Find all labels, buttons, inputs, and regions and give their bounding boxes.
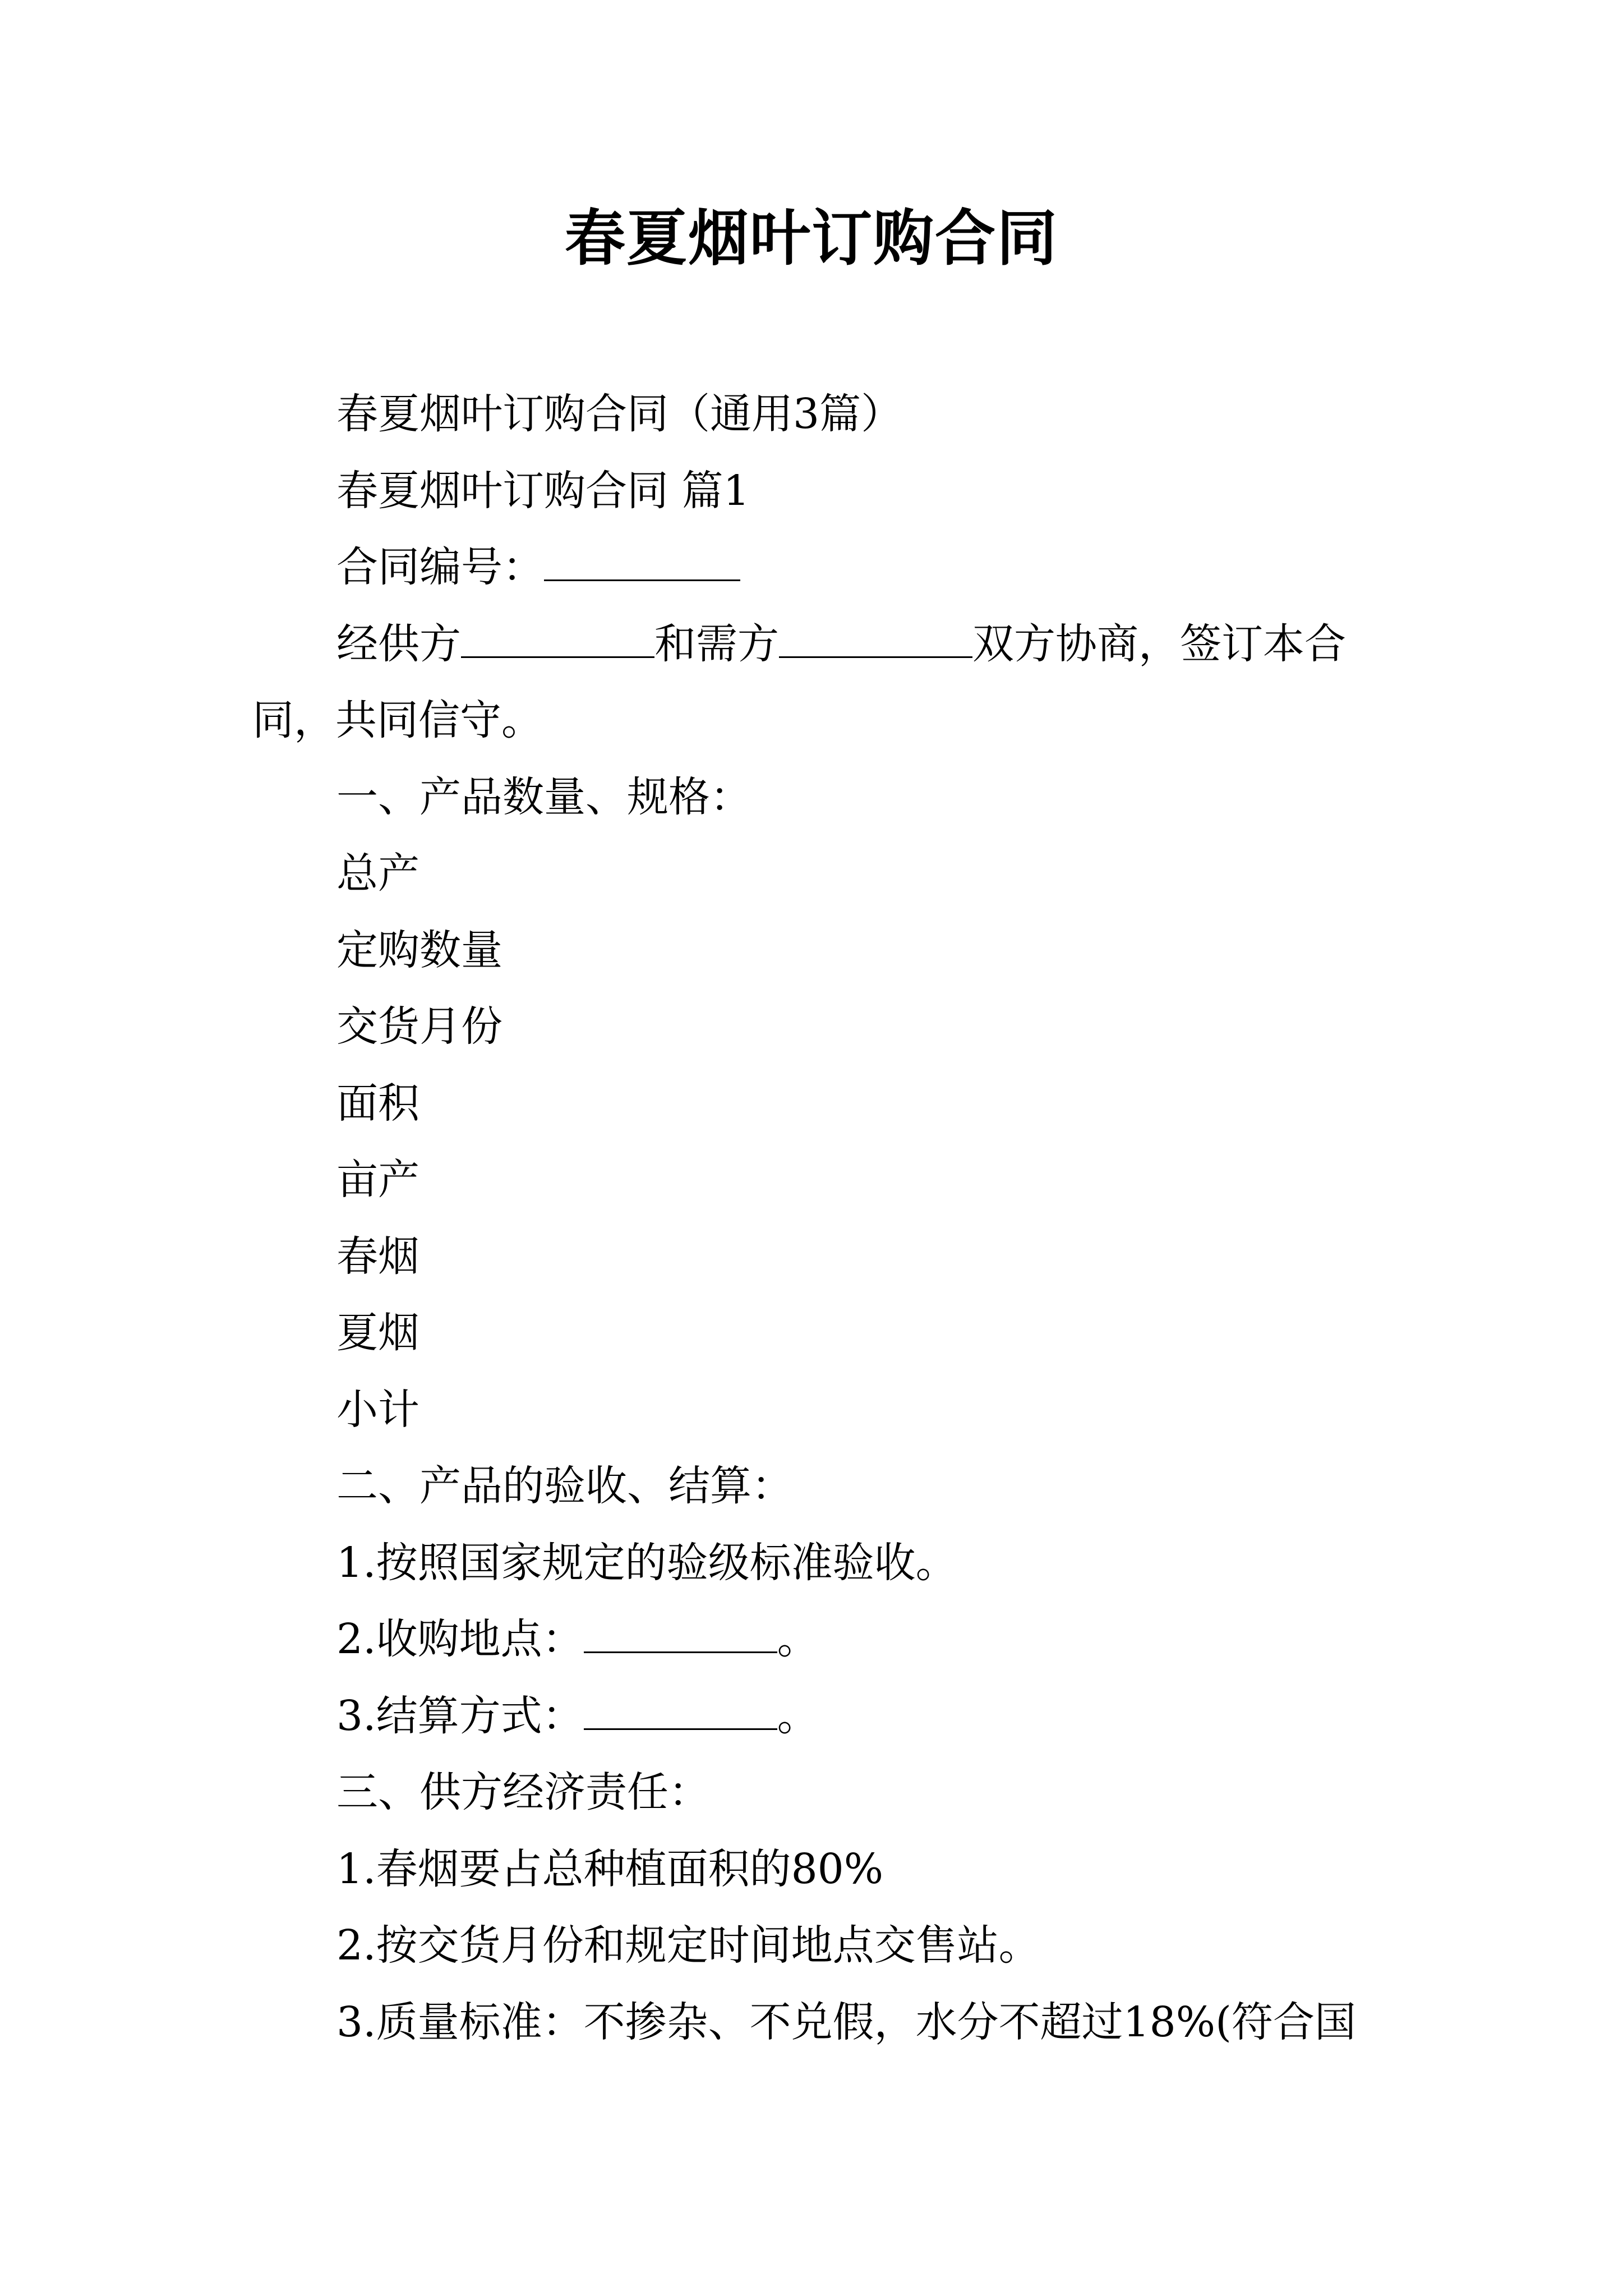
- parties-text-c: 双方协商，签订本合: [972, 619, 1346, 668]
- clause-heading-3-text: 三、供方经济责任：: [336, 1768, 710, 1816]
- contract-number-line: [252, 529, 1399, 606]
- item-area: [252, 1065, 1399, 1142]
- text-line-heading: [252, 376, 1399, 453]
- parties-text-d: 同，共同信守。: [252, 696, 543, 744]
- settlement-method-blank: [584, 1687, 777, 1730]
- parties-text-b: 和需方: [654, 619, 779, 668]
- item-total-output: [252, 835, 1399, 912]
- contract-number-blank: [544, 538, 740, 581]
- buyer-blank: [779, 615, 972, 658]
- clause-3-item-3-text: 3.质量标准：不掺杂、不兑假，水分不超过18%(符合国: [336, 1998, 1356, 2046]
- clause-3-item-3: [252, 1984, 1399, 2061]
- item-delivery-month: [252, 988, 1399, 1065]
- subtitle-text: 春夏烟叶订购合同（通用3篇）: [336, 390, 903, 438]
- settlement-method-end: 。: [777, 1691, 819, 1740]
- clause-3-item-2: [252, 1907, 1399, 1984]
- item-subtotal-text: 小计: [336, 1385, 419, 1434]
- item-yield-per-mu-text: 亩产: [336, 1156, 419, 1204]
- contract-number-label: 合同编号：: [336, 543, 544, 591]
- clause-2-item-1: [252, 1525, 1399, 1602]
- clause-2-item-3: [252, 1678, 1399, 1755]
- document-title: 春夏烟叶订购合同: [564, 203, 1058, 274]
- item-order-quantity-text: 定购数量: [336, 926, 502, 974]
- purchase-location-blank: [584, 1610, 777, 1653]
- item-spring-tobacco: [252, 1218, 1399, 1295]
- item-summer-tobacco: [252, 1295, 1399, 1372]
- item-spring-tobacco-text: 春烟: [336, 1232, 419, 1281]
- clause-2-item-1-text: 1.按照国家规定的验级标准验收。: [336, 1538, 957, 1587]
- item-summer-tobacco-text: 夏烟: [336, 1309, 419, 1357]
- item-total-output-text: 总产: [336, 849, 419, 898]
- parties-text-a: 经供方: [336, 619, 461, 668]
- clause-3-item-1: [252, 1831, 1399, 1908]
- document-body: [252, 376, 1399, 2060]
- item-delivery-month-text: 交货月份: [336, 1002, 502, 1051]
- item-area-text: 面积: [336, 1079, 419, 1128]
- item-yield-per-mu: [252, 1142, 1399, 1218]
- settlement-method-label: 3.结算方式：: [336, 1691, 584, 1740]
- clause-2-item-2: [252, 1601, 1399, 1678]
- purchase-location-label: 2.收购地点：: [336, 1615, 584, 1663]
- item-subtotal: [252, 1372, 1399, 1448]
- clause-heading-1-text: 一、产品数量、规格：: [336, 772, 751, 821]
- clause-3-item-2-text: 2.按交货月份和规定时间地点交售站。: [336, 1921, 1040, 1970]
- clause-heading-2-text: 二、产品的验收、结算：: [336, 1462, 793, 1510]
- clause-3-item-1-text: 1.春烟要占总种植面积的80%: [336, 1844, 884, 1893]
- parties-line-continued: [252, 682, 1399, 759]
- text-line-section-title: [252, 453, 1399, 530]
- item-order-quantity: [252, 912, 1399, 989]
- purchase-location-end: 。: [777, 1615, 819, 1663]
- supplier-blank: [461, 615, 654, 658]
- parties-line: [252, 606, 1399, 683]
- clause-heading-1: [252, 759, 1399, 836]
- section-title-text: 春夏烟叶订购合同 篇1: [336, 466, 750, 515]
- clause-heading-2: [252, 1448, 1399, 1525]
- clause-heading-3: [252, 1754, 1399, 1831]
